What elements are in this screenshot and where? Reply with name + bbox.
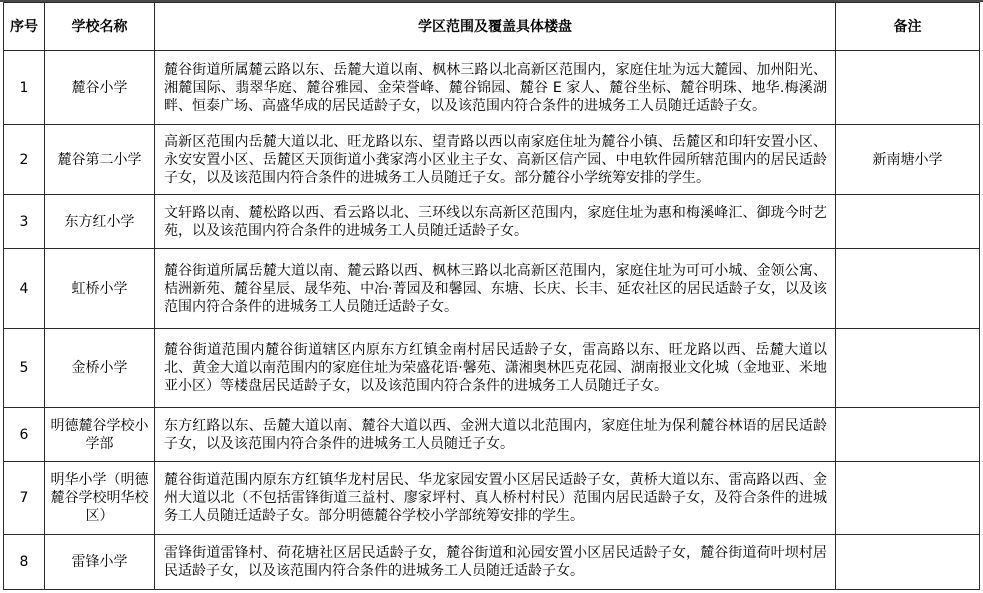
- table-row: [4, 329, 980, 408]
- cell-school-name: 明华小学（明德麓谷学校明华校区）: [45, 462, 155, 535]
- cell-serial-number: 2: [4, 125, 45, 195]
- header-district-range: 学区范围及覆盖具体楼盘: [155, 3, 836, 51]
- cell-school-name: 麓谷小学: [45, 51, 155, 125]
- cell-remarks: [836, 249, 980, 329]
- cell-serial-number: 3: [4, 195, 45, 249]
- cell-district-range: 麓谷街道范围内麓谷街道辖区内原东方红镇金南村居民适龄子女，雷高路以东、旺龙路以西、岳麓大道以北、黄金大道以南范围内的家庭住址为荣盛花语·馨苑、潇湘奥林匹克花园、湖南报业文化城（金地亚、米地亚小区）等楼盘居民适龄子女，以及该范围内符合条件的进城务工人员随迁子女。: [155, 329, 836, 408]
- header-serial-number: 序号: [4, 3, 45, 51]
- cell-remarks: [836, 535, 980, 590]
- cell-remarks: 新南塘小学: [836, 125, 980, 195]
- cell-remarks: [836, 408, 980, 462]
- header-remarks: 备注: [836, 3, 980, 51]
- cell-serial-number: 1: [4, 51, 45, 125]
- header-school-name: 学校名称: [45, 3, 155, 51]
- cell-school-name: 金桥小学: [45, 329, 155, 408]
- cell-district-range: 雷锋街道雷锋村、荷花塘社区居民适龄子女，麓谷街道和沁园安置小区居民适龄子女，麓谷街道荷叶坝村居民适龄子女，以及该范围内符合条件的进城务工人员随迁适龄子女。: [155, 535, 836, 590]
- cell-school-name: 虹桥小学: [45, 249, 155, 329]
- cell-school-name: 明德麓谷学校小学部: [45, 408, 155, 462]
- table-row: [4, 535, 980, 590]
- cell-district-range: 高新区范围内岳麓大道以北、旺龙路以东、望青路以西以南家庭住址为麓谷小镇、岳麓区和印轩安置小区、永安安置小区、岳麓区天顶街道小龚家湾小区业主子女、高新区信产园、中电软件园所辖范围内的居民适龄子女，以及该范围内符合条件的进城务工人员随迁子女。部分麓谷小学统筹安排的学生。: [155, 125, 836, 195]
- cell-serial-number: 8: [4, 535, 45, 590]
- table-row: [4, 249, 980, 329]
- cell-serial-number: 5: [4, 329, 45, 408]
- cell-serial-number: 7: [4, 462, 45, 535]
- cell-remarks: [836, 195, 980, 249]
- cell-district-range: 麓谷街道范围内原东方红镇华龙村居民、华龙家园安置小区居民适龄子女，黄桥大道以东、雷高路以西、金州大道以北（不包括雷锋街道三益村、廖家坪村、真人桥村村民）范围内居民适龄子女，及符合条件的进城务工人员随迁适龄子女。部分明德麓谷学校小学部统筹安排的学生。: [155, 462, 836, 535]
- cell-serial-number: 4: [4, 249, 45, 329]
- cell-district-range: 文轩路以南、麓松路以西、看云路以北、三环线以东高新区范围内，家庭住址为惠和梅溪峰汇、御珑今时艺苑，以及该范围内符合条件的进城务工人员随迁适龄子女。: [155, 195, 836, 249]
- cell-school-name: 雷锋小学: [45, 535, 155, 590]
- school-district-table: [3, 2, 980, 590]
- cell-school-name: 东方红小学: [45, 195, 155, 249]
- table-row: [4, 125, 980, 195]
- table-row: [4, 408, 980, 462]
- cell-district-range: 麓谷街道所属岳麓大道以南、麓云路以西、枫林三路以北高新区范围内，家庭住址为可可小城、金领公寓、桔洲新苑、麓谷星辰、晟华苑、中冶·菁园及和馨园、东塘、长庆、长丰、延农社区的居民适龄子女，以及该范围内符合条件的进城务工人员随迁适龄子女。: [155, 249, 836, 329]
- table-body: [4, 51, 980, 590]
- cell-remarks: [836, 329, 980, 408]
- table-row: [4, 51, 980, 125]
- cell-district-range: 东方红路以东、岳麓大道以南、麓谷大道以西、金洲大道以北范围内，家庭住址为保利麓谷林语的居民适龄子女，以及该范围内符合条件的进城务工人员随迁子女。: [155, 408, 836, 462]
- table-row: [4, 462, 980, 535]
- cell-serial-number: 6: [4, 408, 45, 462]
- cell-district-range: 麓谷街道所属麓云路以东、岳麓大道以南、枫林三路以北高新区范围内，家庭住址为远大麓园、加州阳光、湘麓国际、翡翠华庭、麓谷雅园、金荣誉峰、麓谷锦园、麓谷 E 家人、麓谷坐标、麓谷明珠、地华.梅溪湖畔、恒泰广场、高盛华成的居民适龄子女，以及该范围内符合条件的进城务工人员随迁适龄子女。: [155, 51, 836, 125]
- header-row: [4, 3, 980, 51]
- cell-remarks: [836, 51, 980, 125]
- table-row: [4, 195, 980, 249]
- cell-school-name: 麓谷第二小学: [45, 125, 155, 195]
- cell-remarks: [836, 462, 980, 535]
